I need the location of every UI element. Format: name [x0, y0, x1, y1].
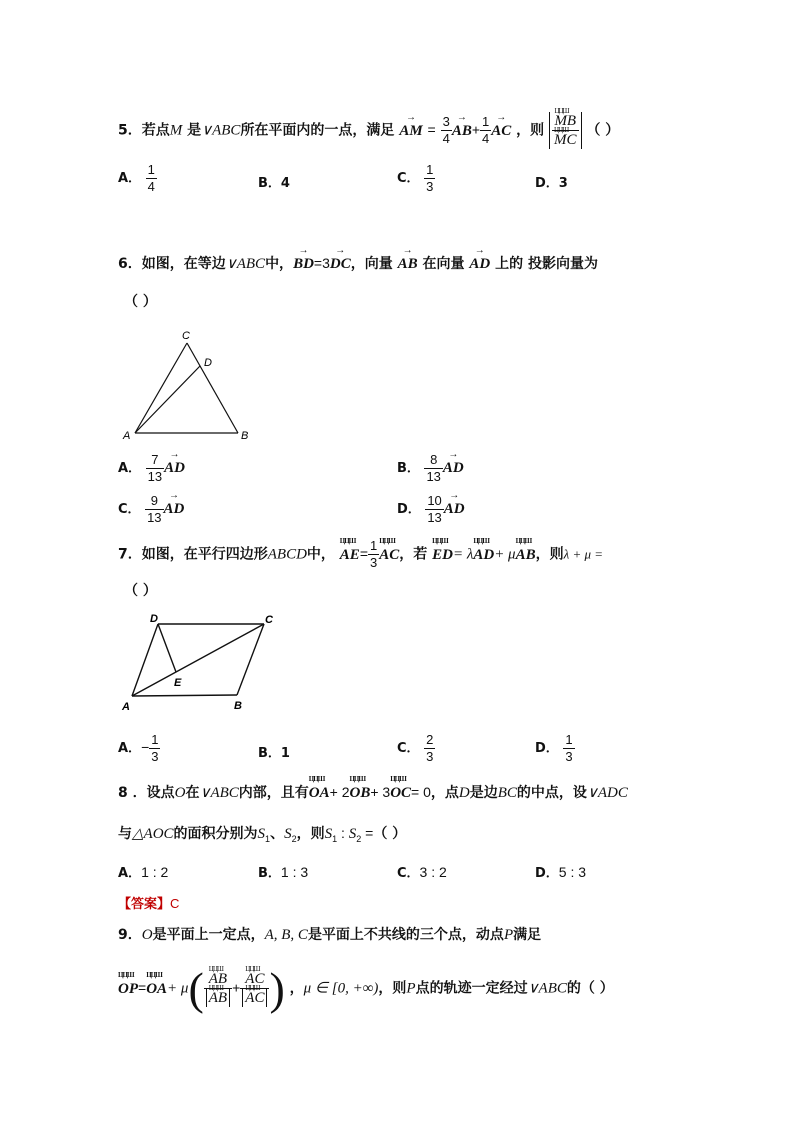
- q9-noncollinear: 是平面上不共线的三个点，动点: [307, 927, 504, 943]
- q7-diagonal-ac: [132, 624, 264, 696]
- q9-domain: μ ∈ [0, +∞): [303, 980, 379, 997]
- q8-colon: :: [337, 825, 349, 841]
- q7-vec-ac: ЦЦШ AC: [379, 547, 399, 564]
- q8-point-d: D: [458, 785, 470, 801]
- q7-side-bc: [237, 624, 264, 695]
- q6-option-b-frac: [424, 452, 442, 485]
- q9-vec-ac: ЦЦШ AC: [245, 970, 264, 988]
- q9-norm-ac: [242, 989, 267, 1007]
- q7-option-d-frac: [563, 732, 574, 765]
- q8-areas: 的面积分别为: [173, 826, 258, 842]
- q9-point-p: P: [503, 927, 514, 943]
- q9-vec-oa: ЦЦШ OA: [146, 981, 167, 998]
- q7-label-c: C: [265, 614, 273, 626]
- q5-option-d-text: 3: [558, 176, 568, 191]
- q8-option-b-label: B．: [258, 866, 281, 881]
- q8-option-c: [397, 862, 447, 881]
- q9-left-paren: (: [188, 963, 204, 1014]
- q6-option-d: [397, 493, 465, 526]
- q8-s1: S: [257, 826, 266, 842]
- q7-frac: [368, 538, 379, 571]
- q8-eq-zero: = 0: [411, 784, 431, 800]
- q6-vec-ad: → AD: [469, 256, 490, 273]
- q8-option-d-text: 5 : 3: [558, 864, 587, 880]
- q8-sep: 、: [270, 826, 285, 842]
- q6-option-d-vec: → AD: [444, 501, 465, 518]
- q6-option-a-vec: → AD: [164, 460, 185, 477]
- q6-opt-d-num: 10: [427, 493, 442, 508]
- q6-lead: 6．如图，在等边: [118, 256, 226, 272]
- q6-label-a: A: [123, 430, 131, 442]
- q6-option-b-label: B．: [397, 461, 420, 476]
- question-8-stem-line2: [118, 823, 406, 844]
- q5-option-b-text: 4: [280, 176, 290, 191]
- q7-option-a-frac: [149, 732, 160, 765]
- q5-rest: 所在平面内的一点，满足: [240, 122, 395, 139]
- q7-segment-de: [158, 624, 176, 672]
- q5-option-a: [118, 162, 157, 195]
- q8-vec-oa: ЦЦШ OA: [309, 785, 330, 802]
- q6-opt-c-den: 13: [147, 510, 162, 525]
- q8-answer-value: C: [170, 896, 180, 911]
- q7-option-b: [258, 742, 290, 761]
- q7-parallelogram-figure: [118, 610, 288, 716]
- q9-right-paren: ): [269, 963, 285, 1014]
- q8-midpoint: 的中点，设: [516, 785, 587, 801]
- q6-label-b: B: [241, 430, 249, 442]
- q7-frac-num: 1: [370, 538, 378, 553]
- q5-ratio-frac: [552, 112, 579, 149]
- q8-answer-paren: （ ）: [373, 826, 407, 842]
- q5-eq: =: [427, 121, 436, 138]
- q6-opt-a-den: 13: [147, 469, 163, 484]
- q5-option-c-frac: [424, 162, 435, 195]
- q6-side-bc: [187, 343, 238, 433]
- q9-tail: 点的轨迹一定经过: [415, 980, 528, 997]
- q6-opt-b-num: 8: [424, 452, 442, 469]
- q8-option-d: [535, 862, 586, 881]
- q9-frac-ac: [240, 970, 269, 1008]
- q7-side-ad: [132, 624, 158, 696]
- q5-frac-1: [441, 114, 452, 147]
- q8-option-d-label: D．: [535, 866, 559, 881]
- q8-option-b-text: 1 : 3: [280, 864, 309, 880]
- q7-label-d: D: [150, 613, 158, 625]
- q5-option-b: [258, 172, 290, 191]
- q5-option-d-label: D．: [535, 176, 559, 191]
- q5-option-a-frac: [146, 162, 157, 195]
- q8-isside: 是边: [469, 785, 498, 801]
- q8-s1-sub: 1: [265, 833, 271, 844]
- q9-norm-ab: [206, 989, 230, 1007]
- q6-option-d-frac: [425, 493, 443, 526]
- q6-vec-ab: → AB: [398, 256, 418, 273]
- q6-option-a: [118, 452, 185, 485]
- q7-option-c-frac: [424, 732, 435, 765]
- q7-vec-ae: ЦЦШ AE: [340, 547, 360, 564]
- q7-option-d: [535, 732, 575, 765]
- q7-expression: λ + μ =: [563, 546, 604, 562]
- q8-triangle-aoc: △AOC: [132, 826, 174, 842]
- q5-option-c-label: C．: [397, 171, 420, 186]
- q8-option-c-text: 3 : 2: [419, 864, 447, 880]
- q8-vec-oc: ЦЦШ OC: [390, 785, 411, 802]
- q5-vec-am: → AM: [399, 123, 422, 140]
- q7-opt-a-num: 1: [151, 732, 159, 747]
- q7-label-b: B: [234, 700, 242, 712]
- q9-frac-ac-den: [240, 989, 269, 1008]
- q7-option-a: [118, 732, 160, 765]
- q9-frac-ab-den: [204, 989, 232, 1008]
- q5-frac1-num: 3: [442, 114, 450, 129]
- q6-option-b: [397, 452, 464, 485]
- q9-plus-mu: + μ: [167, 980, 189, 997]
- q8-answer-label: 【答案】: [118, 897, 171, 912]
- q6-option-c-frac: [145, 493, 163, 526]
- q8-s2: S: [284, 826, 292, 842]
- q5-vec-ab: → AB: [452, 123, 472, 140]
- q8-option-a-text: 1 : 2: [141, 864, 169, 880]
- q5-is: 是: [187, 122, 202, 139]
- question-9-stem-line1: [118, 924, 541, 944]
- q7-eq-lambda: = λ: [452, 546, 474, 563]
- q8-ratio-s2-sub: 2: [356, 833, 362, 844]
- question-5-stem: [118, 112, 619, 149]
- q5-vec-ac: → AC: [491, 123, 511, 140]
- q5-answer-paren: （ ）: [586, 122, 620, 139]
- q6-option-a-label: A．: [118, 461, 142, 476]
- q9-norm-ab-vec: ЦЦШ AB: [209, 989, 227, 1007]
- q6-option-c-label: C．: [118, 502, 141, 517]
- q7-then: ，则: [535, 546, 564, 563]
- q8-plus2: + 2: [329, 784, 350, 800]
- q5-vec-mc: ЦЦШ MC: [554, 132, 577, 149]
- q8-then: ，则: [296, 826, 325, 842]
- q7-if: ，若: [399, 546, 428, 563]
- q8-ratio-s2: S: [348, 826, 357, 842]
- q8-comma: ，点: [430, 785, 459, 801]
- q5-option-b-label: B．: [258, 176, 281, 191]
- q5-then: ，则: [516, 122, 545, 139]
- q6-option-a-frac: [146, 452, 164, 485]
- q7-label-e: E: [174, 677, 182, 689]
- q6-vec-bd: → BD: [293, 256, 314, 273]
- q7-opt-c-num: 2: [426, 732, 434, 747]
- q6-option-b-vec: → AD: [443, 460, 464, 477]
- q8-point-o: O: [174, 785, 186, 801]
- q9-frac-ab: [204, 970, 232, 1008]
- question-8-stem-line1: [118, 782, 628, 802]
- q9-lead: 9．: [118, 927, 142, 943]
- q5-frac2-num: 1: [482, 114, 490, 129]
- q6-vec-dc: → DC: [330, 256, 351, 273]
- q6-eq3: =3: [313, 255, 330, 271]
- q6-triangle-figure: [118, 326, 258, 448]
- q8-plus3: + 3: [370, 784, 391, 800]
- q5-point-m: M: [169, 122, 183, 139]
- q9-point-o: O: [141, 927, 153, 943]
- q8-answer: [118, 893, 179, 912]
- q5-option-a-label: A．: [118, 171, 142, 186]
- q8-and: 与: [118, 826, 132, 842]
- q6-label-d: D: [204, 357, 212, 369]
- q5-frac-2: [480, 114, 491, 147]
- q7-option-a-sign: −: [141, 739, 150, 755]
- q9-point-p2: P: [406, 980, 416, 997]
- question-7-stem: [118, 538, 603, 571]
- q9-vec-op: ЦЦШ OP: [118, 981, 138, 998]
- q8-triangle: ∨ABC: [199, 785, 239, 801]
- q9-fixed: 是平面上一定点，: [152, 927, 265, 943]
- q8-option-b: [258, 862, 308, 881]
- q8-side-bc: BC: [497, 785, 517, 801]
- q7-option-d-label: D．: [535, 741, 559, 756]
- q5-vec-mb: ЦЦШ MB: [554, 113, 576, 130]
- q7-side-ab: [132, 695, 237, 696]
- q6-onvec: 在向量: [422, 256, 465, 272]
- q7-lead: 7．如图，在平行四边形: [118, 546, 268, 563]
- q8-triangle-adc: ∨ADC: [586, 785, 628, 801]
- q6-option-d-label: D．: [397, 502, 421, 517]
- q6-opt-d-den: 13: [427, 510, 442, 525]
- q7-option-a-label: A．: [118, 741, 142, 756]
- q7-eq: =: [359, 545, 368, 562]
- q7-option-b-label: B．: [258, 746, 281, 761]
- q8-option-a-label: A．: [118, 866, 142, 881]
- q6-vecword: ，向量: [350, 256, 393, 272]
- q6-label-c: C: [182, 330, 190, 342]
- q7-mid: 中，: [306, 546, 335, 563]
- q9-vec-ab: ЦЦШ AB: [209, 970, 227, 988]
- q7-opt-a-den: 3: [151, 749, 159, 764]
- q5-opt-c-den: 3: [426, 179, 434, 194]
- q7-option-c: [397, 732, 435, 765]
- q9-then: ，则: [378, 980, 407, 997]
- q5-ratio: [549, 112, 582, 149]
- q5-plus: +: [471, 121, 481, 138]
- q5-opt-a-den: 4: [147, 179, 155, 194]
- q7-option-b-text: 1: [280, 746, 290, 761]
- q6-answer-paren: （ ）: [124, 294, 157, 310]
- q8-option-a: [118, 862, 168, 881]
- q7-plus-mu: + μ: [494, 546, 516, 563]
- q7-answer-paren: （ ）: [124, 583, 157, 599]
- question-9-formula-line: ЦЦШ OP=ЦЦШ OA+ μ( ЦЦШ AB ЦЦШ AB + ЦЦШ AC ЦЦШ AC ) ，μ ∈ [0, +∞)，则P点的轨迹一定经过∨ABC的（ ）: [118, 962, 614, 1015]
- q7-parallelogram: ABCD: [267, 546, 307, 563]
- q8-inside: 内部，且有: [238, 785, 309, 801]
- q7-label-a: A: [122, 701, 130, 713]
- q6-opt-a-num: 7: [146, 452, 164, 469]
- q7-vec-ab: ЦЦШ AB: [516, 547, 536, 564]
- q7-opt-d-den: 3: [565, 749, 573, 764]
- q8-ratio-s1-sub: 1: [332, 833, 338, 844]
- q5-ratio-den: [552, 131, 579, 149]
- q9-plus: +: [232, 979, 241, 996]
- question-6-stem: [118, 253, 598, 273]
- q7-option-c-label: C．: [397, 741, 420, 756]
- q6-option-c-vec: → AD: [164, 501, 185, 518]
- q5-lead: 5．若点: [118, 122, 170, 139]
- q7-frac-den: 3: [370, 555, 378, 570]
- q7-vec-ad: ЦЦШ AD: [473, 547, 494, 564]
- q5-option-d: [535, 172, 568, 191]
- q5-frac1-den: 4: [442, 131, 450, 146]
- q6-mid: 中，: [265, 256, 294, 272]
- q8-s2-sub: 2: [291, 833, 297, 844]
- q5-opt-c-num: 1: [426, 162, 434, 177]
- q6-option-c: [118, 493, 184, 526]
- q6-triangle: ∨ABC: [225, 256, 266, 272]
- q9-triangle: ∨ABC: [527, 980, 567, 997]
- q8-in: 在: [185, 785, 200, 801]
- q8-vec-ob: ЦЦШ OB: [349, 785, 370, 802]
- q5-opt-a-num: 1: [147, 162, 155, 177]
- q9-points-abc: A, B, C: [264, 927, 308, 943]
- q9-eq: =: [138, 979, 147, 996]
- q9-answer-paren: 的（ ）: [566, 980, 614, 997]
- q6-opt-b-den: 13: [426, 469, 441, 484]
- q5-frac2-den: 4: [482, 131, 490, 146]
- q7-opt-c-den: 3: [426, 749, 434, 764]
- q7-vec-ed: ЦЦШ ED: [432, 547, 453, 564]
- q8-eq: =: [361, 825, 374, 841]
- q8-option-c-label: C．: [397, 866, 420, 881]
- q8-lead: 8 ．设点: [118, 785, 175, 801]
- q6-opt-c-num: 9: [145, 493, 163, 510]
- q8-ratio-s1: S: [324, 826, 333, 842]
- q9-norm-ac-vec: ЦЦШ AC: [245, 989, 264, 1007]
- q5-option-c: [397, 162, 435, 195]
- q5-triangle: ∨ABC: [201, 122, 241, 139]
- q6-tail: 上的 投影向量为: [495, 256, 598, 272]
- q7-opt-d-num: 1: [565, 732, 573, 747]
- q9-satisfy: 满足: [513, 927, 542, 943]
